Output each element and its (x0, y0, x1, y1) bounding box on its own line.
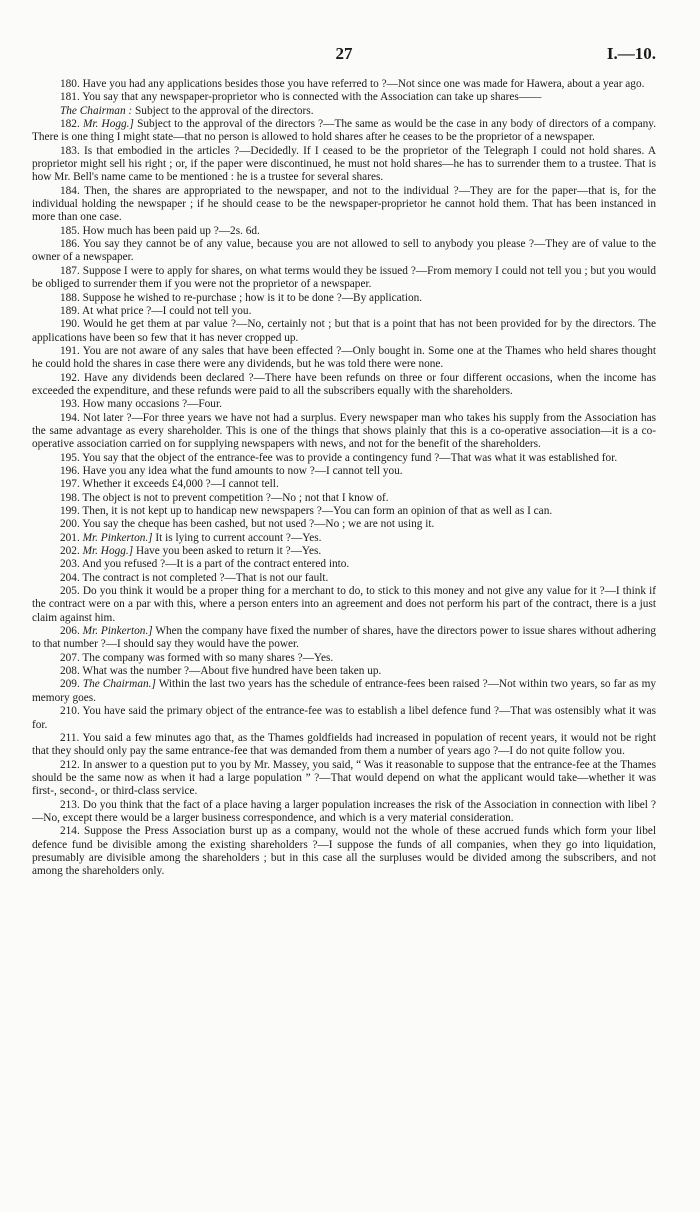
question-text: At what price ?—I could not tell you. (81, 304, 252, 317)
question-text: You are not aware of any sales that have been effected ?—Only bought in. Some one at the Thames who held shares thought he could hold the shares in case there were any dividends, but he was told there were none. (32, 344, 657, 371)
question-number: 183. (60, 144, 80, 157)
question-text: Would he get them at par value ?—No, certainly not ; but that is a point that has not been provided for by the directors. The applications have been so few that it has never cropped up. (32, 318, 656, 344)
question-number: 180. (60, 78, 80, 90)
speaker-name: Mr. Pinkerton.] (82, 531, 153, 544)
question-text: Have you been asked to return it ?—Yes. (135, 545, 322, 558)
question-text: The object is not to prevent competition ?—No ; not that I know of. (82, 491, 389, 504)
speaker-name: The Chairman.] (82, 678, 156, 691)
question-text: Within the last two years has the schedule of entrance-fees been raised ?—Not within two years, so far as my memory goes. (32, 678, 657, 704)
question-text: You say the cheque has been cashed, but not used ?—No ; we are not using it. (82, 518, 435, 531)
question-text: The contract is not completed ?—That is not our fault. (82, 571, 329, 584)
question-number: 204. (60, 571, 80, 584)
question-text: It is lying to current account ?—Yes. (155, 531, 322, 544)
question-paragraph (32, 345, 656, 372)
question-number: 205. (60, 585, 80, 598)
document-reference: I.—10. (606, 44, 656, 63)
question-number: 196. (60, 464, 80, 477)
question-text: Then, it is not kept up to handicap new newspapers ?—You can form an opinion of that as well as I can. (82, 505, 553, 517)
question-paragraph (32, 91, 656, 104)
question-number: 200. (60, 518, 80, 531)
question-text: Suppose he wished to re-purchase ; how is it to be done ?—By application. (82, 291, 423, 304)
question-text: Have you had any applications besides those you have referred to ?—Not since one was made for Hawera, about a year ago. (82, 78, 645, 90)
question-text: Suppose the Press Association burst up as a company, would not the whole of these accrued funds which form your libel defence fund be divisible among the existing shareholders ?—I suppose the funds of all companies, when they go into liquidation, presumably are divisible among the shareholders ; but in this case all the surpluses would be divided among the subscribers, and not among the shareholders only. (32, 825, 656, 878)
speaker-name: Mr. Pinkerton.] (82, 625, 153, 638)
question-number: 211. (60, 731, 80, 744)
evidence-text (32, 78, 656, 879)
question-number: 188. (60, 291, 80, 304)
question-paragraph (32, 799, 656, 826)
question-paragraph (32, 759, 656, 799)
question-paragraph (32, 238, 656, 265)
question-paragraph (32, 492, 656, 505)
question-text: Do you think it would be a proper thing for a merchant to do, to stick to this money and not give any value for it ?—I think if the contract were on a par with this, where a person enters into an agreement and does not perform his part of the contract, there is a just claim against him. (32, 585, 656, 624)
speaker-name: The Chairman : (60, 104, 133, 117)
question-number: 208. (60, 665, 80, 678)
question-text: In answer to a question put to you by Mr. Massey, you said, “ Was it reasonable to suppose that the entrance-fee at the Thames should be the same now as when it had a large population ” ?—That would depend on what the applicant would take—whether it was first-, second-, or third-class service. (32, 758, 656, 798)
question-number: 203. (60, 558, 80, 571)
question-number: 212. (60, 758, 80, 771)
question-number: 193. (60, 398, 80, 411)
question-paragraph (32, 105, 656, 118)
question-text: Not later ?—For three years we have not had a surplus. Every newspaper man who takes his supply from the Association has the same advantage as every shareholder. This is one of the things that shows plainly that this is a co-operative association—it is a co-operative association carried on for supplying newspapers with news, and not for the benefit of the shareholders. (32, 411, 657, 451)
question-text: You have said the primary object of the entrance-fee was to establish a libel defence fund ?—That was ostensibly what it was for. (32, 705, 656, 731)
question-text: The company was formed with so many shares ?—Yes. (82, 651, 334, 664)
question-paragraph (32, 372, 656, 399)
question-text: When the company have fixed the number of shares, have the directors power to issue shares without adhering to that number ?—I should say they would have the power. (32, 625, 657, 651)
question-text: Subject to the approval of the directors. (135, 104, 314, 117)
question-number: 202. (60, 545, 80, 558)
page-header (32, 44, 656, 68)
question-number: 207. (60, 651, 80, 664)
question-paragraph (32, 532, 656, 545)
question-text: Suppose I were to apply for shares, on what terms would they be issued ?—From memory I could not tell you ; but you would be obliged to surrender them if you were not the proprietor of a newspaper. (32, 264, 656, 291)
question-paragraph (32, 398, 656, 411)
question-number: 181. (60, 91, 80, 104)
question-number: 201. (60, 531, 80, 544)
question-number: 182. (60, 118, 80, 131)
question-text: Have any dividends been declared ?—There have been refunds on three or four different occasions, when the income has exceeded the expenditure, and these refunds were paid to all the subscribers equally with the shareholders. (32, 371, 656, 397)
question-number: 206. (60, 625, 80, 638)
question-paragraph (32, 478, 656, 491)
speaker-name: Mr. Hogg.] (82, 118, 134, 131)
question-paragraph (32, 652, 656, 665)
question-number: 194. (60, 411, 80, 424)
question-text: You say they cannot be of any value, because you are not allowed to sell to anybody you please ?—They are of value to the owner of a newspaper. (32, 238, 656, 264)
page-number: 27 (335, 44, 353, 63)
question-number: 197. (60, 478, 80, 491)
question-paragraph (32, 78, 656, 91)
question-number: 195. (60, 451, 80, 464)
question-text: You say that any newspaper-proprietor who is connected with the Association can take up shares—— (82, 91, 542, 104)
question-number: 192. (60, 371, 80, 384)
question-number: 191. (60, 344, 80, 357)
question-text: How much has been paid up ?—2s. 6d. (82, 224, 260, 237)
question-text: Is that embodied in the articles ?—Decidedly. If I ceased to be the proprietor of the Telegraph I could not hold shares. A proprietor might sell his right ; or, if the paper were discontinued, he must not hold shares—he has to surrender them to a trustee. That is how Mr. Bell's name came to be mentioned : he is a trustee for several shares. (32, 144, 657, 184)
question-text: You said a few minutes ago that, as the Thames goldfields had increased in population of recent years, it would not be right that they should only pay the same entrance-fee that was demanded from them a number of years ago ?—I do not quite follow you. (32, 731, 656, 758)
question-text: Have you any idea what the fund amounts to now ?—I cannot tell you. (82, 464, 403, 477)
question-paragraph (32, 265, 656, 292)
question-paragraph (32, 412, 656, 452)
question-paragraph (32, 518, 656, 531)
question-paragraph (32, 145, 656, 185)
question-paragraph (32, 185, 656, 225)
question-paragraph (32, 625, 656, 652)
question-number: 210. (60, 705, 80, 718)
question-number: 199. (60, 505, 80, 517)
question-text: And you refused ?—It is a part of the contract entered into. (81, 558, 350, 571)
question-paragraph (32, 545, 656, 558)
question-number: 190. (60, 318, 80, 331)
question-paragraph (32, 225, 656, 238)
question-text: How many occasions ?—Four. (82, 398, 222, 411)
question-paragraph (32, 732, 656, 759)
question-number: 213. (60, 798, 80, 811)
question-text: Subject to the approval of the directors ?—The same as would be the case in any body of directors of a company. There is one thing I might state—that no person is allowed to hold shares after he ceases to be the proprietor of a newspaper. (32, 118, 657, 144)
question-paragraph (32, 465, 656, 478)
question-text: You say that the object of the entrance-fee was to provide a contingency fund ?—That was what it was established for. (82, 451, 618, 464)
question-paragraph (32, 505, 656, 518)
question-paragraph (32, 705, 656, 732)
question-paragraph (32, 585, 656, 625)
question-paragraph (32, 665, 656, 678)
speaker-name: Mr. Hogg.] (82, 545, 134, 558)
question-paragraph (32, 558, 656, 571)
question-paragraph (32, 452, 656, 465)
question-number: 184. (60, 184, 80, 197)
question-number: 189. (60, 304, 80, 317)
question-number: 186. (60, 238, 80, 251)
question-text: Do you think that the fact of a place having a larger population increases the risk of the Association in connection with libel ?—No, except there would be a larger business correspondence, and which is a very material consideration. (32, 798, 656, 824)
question-number: 209. (60, 678, 80, 691)
question-paragraph (32, 292, 656, 305)
question-number: 187. (60, 264, 80, 277)
question-paragraph (32, 825, 656, 878)
question-paragraph (32, 678, 656, 705)
question-text: Whether it exceeds £4,000 ?—I cannot tell. (82, 478, 279, 491)
question-paragraph (32, 305, 656, 318)
question-text: What was the number ?—About five hundred have been taken up. (82, 665, 382, 678)
question-paragraph (32, 318, 656, 345)
question-number: 185. (60, 224, 80, 237)
question-number: 214. (60, 825, 80, 838)
question-paragraph (32, 118, 656, 145)
question-paragraph (32, 572, 656, 585)
question-number: 198. (60, 491, 80, 504)
question-text: Then, the shares are appropriated to the newspaper, and not to the individual ?—They are for the paper—that is, for the individual holding the newspaper ; if he should cease to be the newspaper-proprietor he cannot hold them. That has been instanced in more than one case. (32, 184, 656, 224)
